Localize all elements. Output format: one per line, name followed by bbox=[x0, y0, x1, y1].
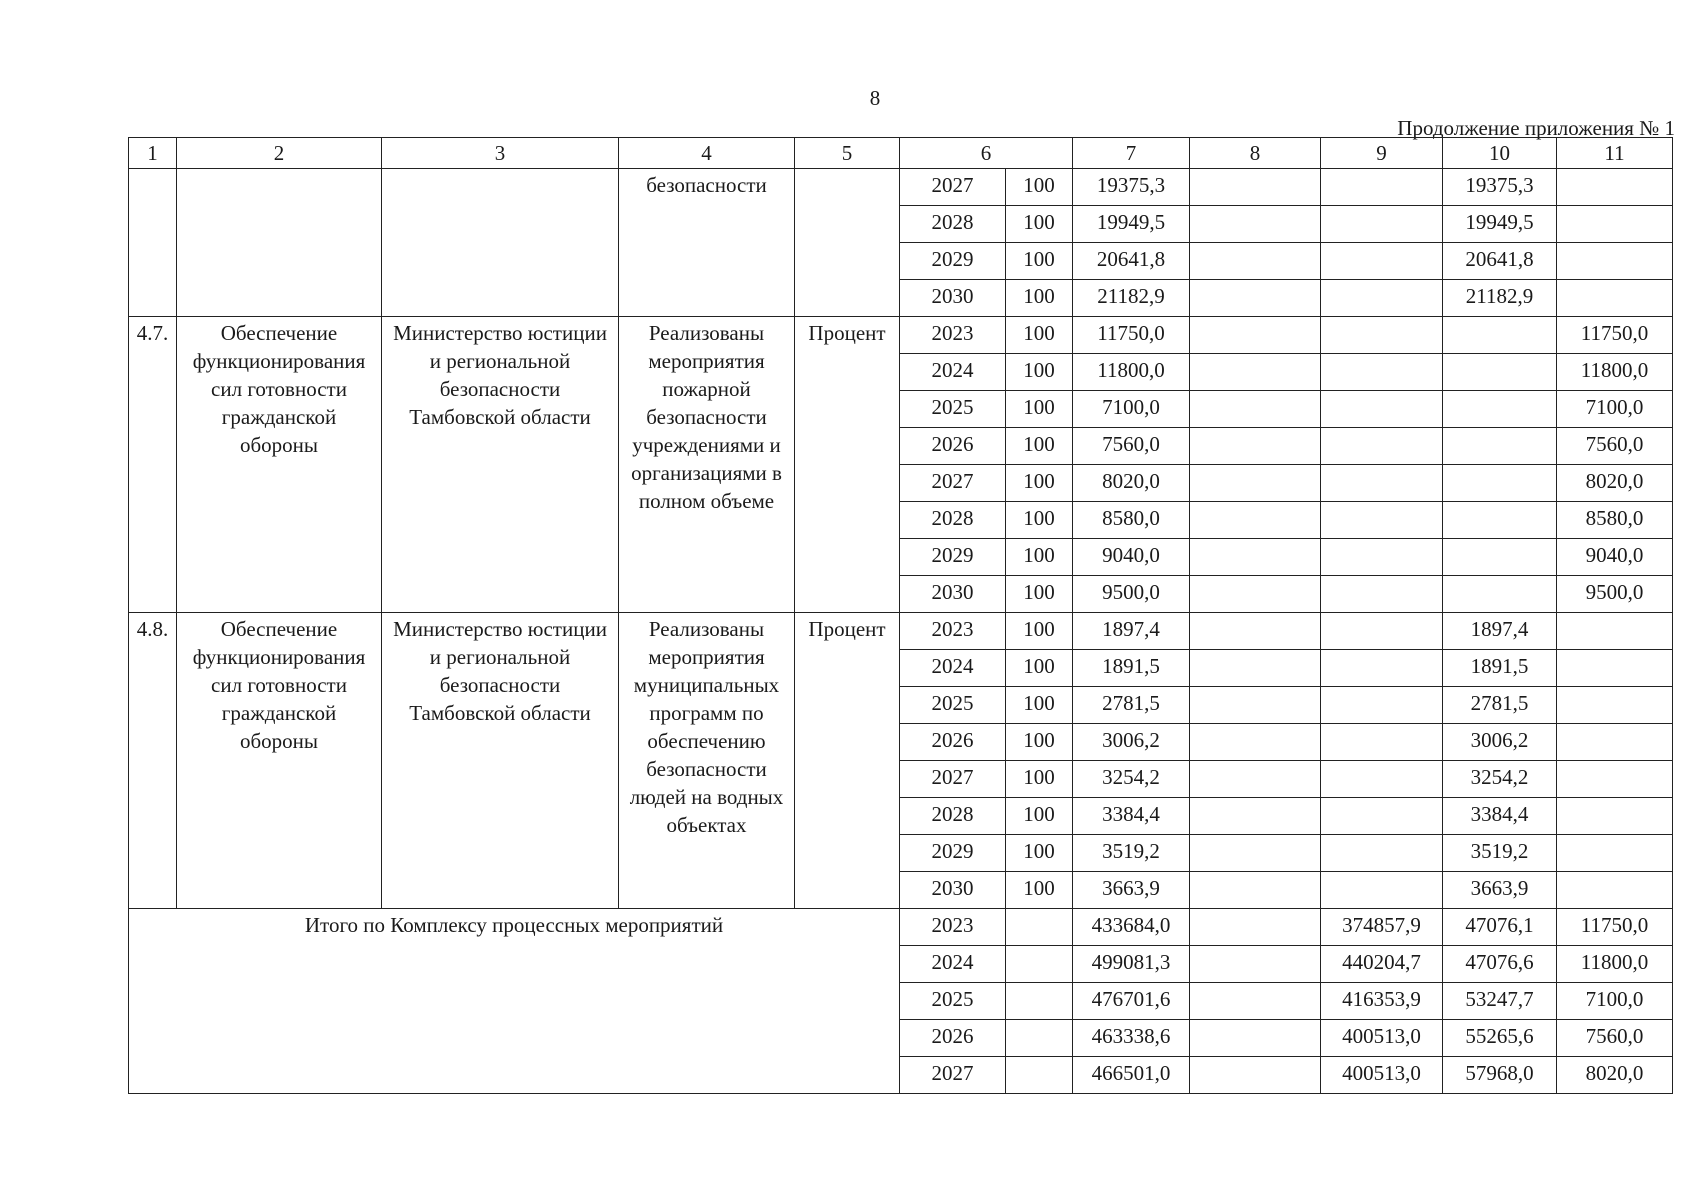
col10-cell: 3519,2 bbox=[1443, 835, 1557, 872]
total-amount-cell: 19375,3 bbox=[1073, 169, 1190, 206]
col11-cell bbox=[1557, 687, 1673, 724]
year-cell: 2027 bbox=[900, 169, 1006, 206]
percent-cell: 100 bbox=[1006, 280, 1073, 317]
col10-cell bbox=[1443, 391, 1557, 428]
total-amount-cell: 466501,0 bbox=[1073, 1057, 1190, 1094]
column-number: 1 bbox=[129, 138, 177, 169]
col10-cell: 3384,4 bbox=[1443, 798, 1557, 835]
year-cell: 2029 bbox=[900, 539, 1006, 576]
col10-cell: 47076,1 bbox=[1443, 909, 1557, 946]
col11-cell: 11800,0 bbox=[1557, 946, 1673, 983]
unit-cell: Процент bbox=[795, 317, 900, 613]
percent-cell: 100 bbox=[1006, 576, 1073, 613]
column-number: 3 bbox=[382, 138, 619, 169]
year-cell: 2026 bbox=[900, 428, 1006, 465]
col9-cell bbox=[1321, 872, 1443, 909]
year-cell: 2024 bbox=[900, 354, 1006, 391]
percent-cell: 100 bbox=[1006, 391, 1073, 428]
percent-cell: 100 bbox=[1006, 687, 1073, 724]
col11-cell bbox=[1557, 206, 1673, 243]
col8-cell bbox=[1190, 872, 1321, 909]
percent-cell: 100 bbox=[1006, 872, 1073, 909]
item-name-cell bbox=[177, 169, 382, 317]
col9-cell bbox=[1321, 650, 1443, 687]
percent-cell bbox=[1006, 983, 1073, 1020]
percent-cell: 100 bbox=[1006, 798, 1073, 835]
percent-cell: 100 bbox=[1006, 761, 1073, 798]
result-cell: Реализованы мероприятия муниципальных программ по обеспечению безопасности людей на водных объектах bbox=[619, 613, 795, 909]
col9-cell: 374857,9 bbox=[1321, 909, 1443, 946]
col9-cell bbox=[1321, 502, 1443, 539]
col11-cell: 11800,0 bbox=[1557, 354, 1673, 391]
column-number: 2 bbox=[177, 138, 382, 169]
col10-cell: 2781,5 bbox=[1443, 687, 1557, 724]
item-number-cell: 4.7. bbox=[129, 317, 177, 613]
percent-cell: 100 bbox=[1006, 169, 1073, 206]
percent-cell: 100 bbox=[1006, 317, 1073, 354]
col11-cell bbox=[1557, 243, 1673, 280]
col9-cell bbox=[1321, 613, 1443, 650]
executor-cell bbox=[382, 169, 619, 317]
col8-cell bbox=[1190, 243, 1321, 280]
percent-cell: 100 bbox=[1006, 465, 1073, 502]
col8-cell bbox=[1190, 169, 1321, 206]
executor-cell: Министерство юстиции и региональной безопасности Тамбовской области bbox=[382, 613, 619, 909]
year-cell: 2027 bbox=[900, 1057, 1006, 1094]
column-number: 5 bbox=[795, 138, 900, 169]
unit-cell: Процент bbox=[795, 613, 900, 909]
col11-cell: 7560,0 bbox=[1557, 1020, 1673, 1057]
year-cell: 2025 bbox=[900, 391, 1006, 428]
col9-cell: 416353,9 bbox=[1321, 983, 1443, 1020]
col10-cell: 1897,4 bbox=[1443, 613, 1557, 650]
col10-cell: 3254,2 bbox=[1443, 761, 1557, 798]
col8-cell bbox=[1190, 280, 1321, 317]
col8-cell bbox=[1190, 428, 1321, 465]
total-row bbox=[129, 909, 1673, 946]
col10-cell: 19375,3 bbox=[1443, 169, 1557, 206]
total-amount-cell: 3384,4 bbox=[1073, 798, 1190, 835]
table-row bbox=[129, 613, 1673, 650]
col9-cell bbox=[1321, 761, 1443, 798]
item-name-cell: Обеспечение функционирования сил готовности гражданской обороны bbox=[177, 317, 382, 613]
col8-cell bbox=[1190, 354, 1321, 391]
col8-cell bbox=[1190, 206, 1321, 243]
percent-cell: 100 bbox=[1006, 835, 1073, 872]
total-amount-cell: 7560,0 bbox=[1073, 428, 1190, 465]
table-row bbox=[129, 169, 1673, 206]
col11-cell: 7100,0 bbox=[1557, 983, 1673, 1020]
col8-cell bbox=[1190, 317, 1321, 354]
year-cell: 2027 bbox=[900, 465, 1006, 502]
unit-cell bbox=[795, 169, 900, 317]
total-amount-cell: 7100,0 bbox=[1073, 391, 1190, 428]
percent-cell bbox=[1006, 909, 1073, 946]
col10-cell bbox=[1443, 576, 1557, 613]
table-row bbox=[129, 317, 1673, 354]
col9-cell bbox=[1321, 354, 1443, 391]
col10-cell bbox=[1443, 465, 1557, 502]
year-cell: 2026 bbox=[900, 724, 1006, 761]
col8-cell bbox=[1190, 1020, 1321, 1057]
col11-cell bbox=[1557, 613, 1673, 650]
year-cell: 2023 bbox=[900, 317, 1006, 354]
col10-cell bbox=[1443, 354, 1557, 391]
col11-cell: 7560,0 bbox=[1557, 428, 1673, 465]
col11-cell bbox=[1557, 724, 1673, 761]
col9-cell bbox=[1321, 724, 1443, 761]
col9-cell: 440204,7 bbox=[1321, 946, 1443, 983]
column-number: 6 bbox=[900, 138, 1073, 169]
col8-cell bbox=[1190, 391, 1321, 428]
continuation-caption: Продолжение приложения № 1 bbox=[1397, 116, 1675, 140]
year-cell: 2024 bbox=[900, 946, 1006, 983]
total-amount-cell: 20641,8 bbox=[1073, 243, 1190, 280]
col8-cell bbox=[1190, 835, 1321, 872]
col8-cell bbox=[1190, 798, 1321, 835]
col9-cell bbox=[1321, 169, 1443, 206]
year-cell: 2026 bbox=[900, 1020, 1006, 1057]
col8-cell bbox=[1190, 687, 1321, 724]
item-number-cell bbox=[129, 169, 177, 317]
percent-cell: 100 bbox=[1006, 613, 1073, 650]
col10-cell bbox=[1443, 317, 1557, 354]
year-cell: 2028 bbox=[900, 502, 1006, 539]
col10-cell bbox=[1443, 428, 1557, 465]
col8-cell bbox=[1190, 1057, 1321, 1094]
total-amount-cell: 476701,6 bbox=[1073, 983, 1190, 1020]
column-number: 10 bbox=[1443, 138, 1557, 169]
year-cell: 2025 bbox=[900, 983, 1006, 1020]
page-number: 8 bbox=[869, 86, 881, 110]
year-cell: 2030 bbox=[900, 872, 1006, 909]
year-cell: 2025 bbox=[900, 687, 1006, 724]
col11-cell: 8020,0 bbox=[1557, 1057, 1673, 1094]
col9-cell bbox=[1321, 798, 1443, 835]
result-cell: Реализованы мероприятия пожарной безопасности учреждениями и организациями в полном объеме bbox=[619, 317, 795, 613]
total-amount-cell: 8020,0 bbox=[1073, 465, 1190, 502]
col11-cell: 8580,0 bbox=[1557, 502, 1673, 539]
col8-cell bbox=[1190, 613, 1321, 650]
col10-cell: 55265,6 bbox=[1443, 1020, 1557, 1057]
total-amount-cell: 463338,6 bbox=[1073, 1020, 1190, 1057]
total-amount-cell: 499081,3 bbox=[1073, 946, 1190, 983]
total-amount-cell: 3663,9 bbox=[1073, 872, 1190, 909]
total-amount-cell: 19949,5 bbox=[1073, 206, 1190, 243]
percent-cell: 100 bbox=[1006, 650, 1073, 687]
col9-cell: 400513,0 bbox=[1321, 1020, 1443, 1057]
total-amount-cell: 11800,0 bbox=[1073, 354, 1190, 391]
column-number: 7 bbox=[1073, 138, 1190, 169]
col10-cell bbox=[1443, 502, 1557, 539]
year-cell: 2030 bbox=[900, 280, 1006, 317]
col9-cell bbox=[1321, 243, 1443, 280]
percent-cell: 100 bbox=[1006, 724, 1073, 761]
col9-cell bbox=[1321, 576, 1443, 613]
col9-cell bbox=[1321, 206, 1443, 243]
col11-cell: 8020,0 bbox=[1557, 465, 1673, 502]
total-amount-cell: 8580,0 bbox=[1073, 502, 1190, 539]
year-cell: 2023 bbox=[900, 909, 1006, 946]
col9-cell bbox=[1321, 317, 1443, 354]
total-amount-cell: 21182,9 bbox=[1073, 280, 1190, 317]
col8-cell bbox=[1190, 465, 1321, 502]
col10-cell: 21182,9 bbox=[1443, 280, 1557, 317]
col11-cell: 9500,0 bbox=[1557, 576, 1673, 613]
col10-cell: 3006,2 bbox=[1443, 724, 1557, 761]
col10-cell: 47076,6 bbox=[1443, 946, 1557, 983]
percent-cell: 100 bbox=[1006, 539, 1073, 576]
col9-cell: 400513,0 bbox=[1321, 1057, 1443, 1094]
total-label-cell: Итого по Комплексу процессных мероприятий bbox=[129, 909, 900, 1094]
col9-cell bbox=[1321, 539, 1443, 576]
col10-cell: 20641,8 bbox=[1443, 243, 1557, 280]
total-amount-cell: 3006,2 bbox=[1073, 724, 1190, 761]
percent-cell: 100 bbox=[1006, 206, 1073, 243]
col10-cell: 1891,5 bbox=[1443, 650, 1557, 687]
total-amount-cell: 11750,0 bbox=[1073, 317, 1190, 354]
col9-cell bbox=[1321, 687, 1443, 724]
col9-cell bbox=[1321, 391, 1443, 428]
col10-cell: 53247,7 bbox=[1443, 983, 1557, 1020]
col11-cell: 11750,0 bbox=[1557, 317, 1673, 354]
total-amount-cell: 3254,2 bbox=[1073, 761, 1190, 798]
total-amount-cell: 2781,5 bbox=[1073, 687, 1190, 724]
col11-cell bbox=[1557, 280, 1673, 317]
col8-cell bbox=[1190, 946, 1321, 983]
activities-table bbox=[128, 137, 1673, 1094]
year-cell: 2023 bbox=[900, 613, 1006, 650]
column-number-row bbox=[129, 138, 1673, 169]
col11-cell bbox=[1557, 169, 1673, 206]
total-amount-cell: 9040,0 bbox=[1073, 539, 1190, 576]
col11-cell bbox=[1557, 798, 1673, 835]
total-amount-cell: 1897,4 bbox=[1073, 613, 1190, 650]
item-number-cell: 4.8. bbox=[129, 613, 177, 909]
percent-cell: 100 bbox=[1006, 243, 1073, 280]
col11-cell: 9040,0 bbox=[1557, 539, 1673, 576]
percent-cell: 100 bbox=[1006, 502, 1073, 539]
total-amount-cell: 9500,0 bbox=[1073, 576, 1190, 613]
year-cell: 2028 bbox=[900, 798, 1006, 835]
col8-cell bbox=[1190, 983, 1321, 1020]
total-amount-cell: 1891,5 bbox=[1073, 650, 1190, 687]
year-cell: 2029 bbox=[900, 835, 1006, 872]
col11-cell bbox=[1557, 761, 1673, 798]
percent-cell bbox=[1006, 946, 1073, 983]
percent-cell: 100 bbox=[1006, 428, 1073, 465]
col11-cell: 11750,0 bbox=[1557, 909, 1673, 946]
col8-cell bbox=[1190, 539, 1321, 576]
year-cell: 2030 bbox=[900, 576, 1006, 613]
year-cell: 2029 bbox=[900, 243, 1006, 280]
percent-cell bbox=[1006, 1057, 1073, 1094]
column-number: 4 bbox=[619, 138, 795, 169]
col11-cell bbox=[1557, 650, 1673, 687]
col9-cell bbox=[1321, 280, 1443, 317]
percent-cell: 100 bbox=[1006, 354, 1073, 391]
column-number: 8 bbox=[1190, 138, 1321, 169]
year-cell: 2027 bbox=[900, 761, 1006, 798]
col8-cell bbox=[1190, 650, 1321, 687]
percent-cell bbox=[1006, 1020, 1073, 1057]
col10-cell: 57968,0 bbox=[1443, 1057, 1557, 1094]
executor-cell: Министерство юстиции и региональной безопасности Тамбовской области bbox=[382, 317, 619, 613]
column-number: 11 bbox=[1557, 138, 1673, 169]
total-amount-cell: 3519,2 bbox=[1073, 835, 1190, 872]
col11-cell bbox=[1557, 872, 1673, 909]
column-number: 9 bbox=[1321, 138, 1443, 169]
col9-cell bbox=[1321, 835, 1443, 872]
col10-cell: 19949,5 bbox=[1443, 206, 1557, 243]
col8-cell bbox=[1190, 502, 1321, 539]
col10-cell bbox=[1443, 539, 1557, 576]
col9-cell bbox=[1321, 465, 1443, 502]
year-cell: 2024 bbox=[900, 650, 1006, 687]
col9-cell bbox=[1321, 428, 1443, 465]
total-amount-cell: 433684,0 bbox=[1073, 909, 1190, 946]
year-cell: 2028 bbox=[900, 206, 1006, 243]
result-cell: безопасности bbox=[619, 169, 795, 317]
col11-cell: 7100,0 bbox=[1557, 391, 1673, 428]
item-name-cell: Обеспечение функционирования сил готовности гражданской обороны bbox=[177, 613, 382, 909]
col11-cell bbox=[1557, 835, 1673, 872]
col8-cell bbox=[1190, 761, 1321, 798]
col8-cell bbox=[1190, 724, 1321, 761]
col8-cell bbox=[1190, 909, 1321, 946]
col10-cell: 3663,9 bbox=[1443, 872, 1557, 909]
col8-cell bbox=[1190, 576, 1321, 613]
